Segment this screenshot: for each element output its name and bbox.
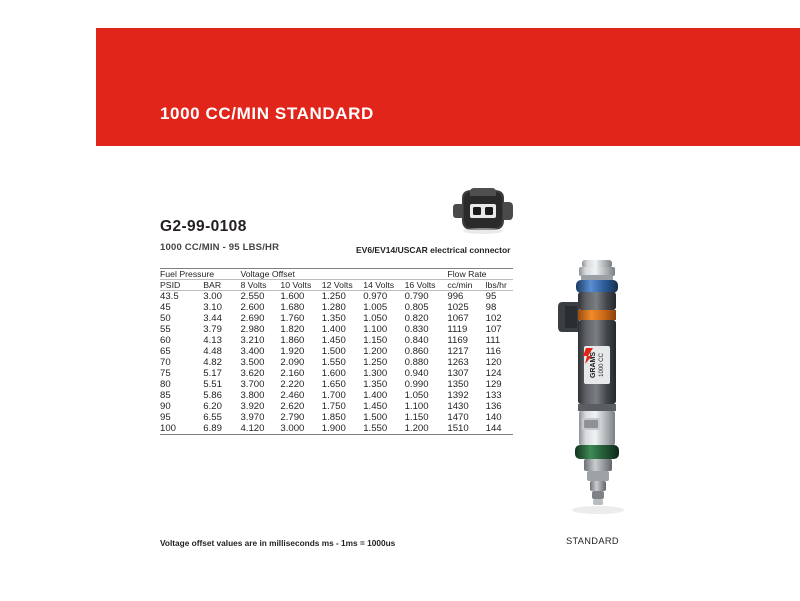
table-row xyxy=(160,379,513,390)
injector-image xyxy=(548,258,648,526)
table-row xyxy=(160,324,513,335)
cell-bar: 3.79 xyxy=(203,324,222,335)
cell-8-volts: 3.500 xyxy=(240,357,265,368)
cell-16-volts: 1.100 xyxy=(404,401,429,412)
cell-lbshr: 140 xyxy=(485,412,502,423)
cell-lbshr: 95 xyxy=(485,291,497,302)
cell-14-volts: 1.050 xyxy=(363,313,388,324)
cell-bar: 3.44 xyxy=(203,313,222,324)
cell-16-volts: 1.050 xyxy=(404,390,429,401)
cell-lbshr: 102 xyxy=(485,313,502,324)
cell-ccmin: 1392 xyxy=(447,390,469,401)
cell-10-volts: 3.000 xyxy=(280,423,321,435)
spec-table-container xyxy=(160,268,513,435)
cell-bar: 4.82 xyxy=(203,357,222,368)
table-row xyxy=(160,302,513,313)
cell-lbshr: 111 xyxy=(485,335,501,346)
col-header-16-volts: 16 Volts xyxy=(405,280,448,291)
cell-16-volts: 0.860 xyxy=(404,346,429,357)
cell-10-volts: 2.790 xyxy=(280,412,305,423)
cell-10-volts: 2.220 xyxy=(280,379,305,390)
cell-12-volts: 1.400 xyxy=(321,324,346,335)
cell-psid: 70 xyxy=(160,357,171,368)
cell-14-volts: 1.350 xyxy=(363,379,388,390)
table-row xyxy=(160,390,513,401)
cell-14-volts: 1.400 xyxy=(363,390,388,401)
spec-table-body xyxy=(160,291,513,435)
spec-table xyxy=(160,268,513,435)
cell-14-volts: 1.500 xyxy=(363,412,388,423)
cell-16-volts: 0.830 xyxy=(404,324,429,335)
page-title: 1000 CC/MIN STANDARD xyxy=(160,104,374,123)
cell-16-volts: 0.940 xyxy=(404,368,429,379)
cell-bar: 5.51 xyxy=(203,379,222,390)
table-footnote: Voltage offset values are in milliseconds ms - 1ms = 1000us xyxy=(160,538,396,548)
cell-lbshr: 133 xyxy=(485,390,502,401)
cell-bar: 3.00 xyxy=(203,291,222,302)
cell-ccmin: 1067 xyxy=(447,313,469,324)
cell-bar: 3.10 xyxy=(203,302,222,313)
injector-caption: STANDARD xyxy=(566,536,619,546)
cell-lbshr: 129 xyxy=(485,379,502,390)
cell-8-volts: 3.700 xyxy=(240,379,265,390)
cell-psid: 90 xyxy=(160,401,171,412)
connector-caption: EV6/EV14/USCAR electrical connector xyxy=(356,245,511,255)
cell-lbshr: 107 xyxy=(485,324,502,335)
col-header-lbshr: lbs/hr xyxy=(486,280,513,291)
col-header-14-volts: 14 Volts xyxy=(363,280,404,291)
cell-16-volts: 0.790 xyxy=(404,291,429,302)
col-header-8-volts: 8 Volts xyxy=(240,280,280,291)
cell-14-volts: 1.550 xyxy=(363,423,404,435)
cell-16-volts: 0.840 xyxy=(404,335,429,346)
cell-10-volts: 2.090 xyxy=(280,357,305,368)
cell-16-volts: 0.880 xyxy=(404,357,429,368)
cell-14-volts: 1.450 xyxy=(363,401,388,412)
cell-16-volts: 1.200 xyxy=(405,423,448,435)
table-row xyxy=(160,423,513,435)
table-row xyxy=(160,357,513,368)
group-header-voltage-offset: Voltage Offset xyxy=(240,269,447,280)
cell-8-volts: 3.800 xyxy=(240,390,265,401)
cell-bar: 6.89 xyxy=(203,423,240,435)
col-header-bar: BAR xyxy=(203,280,240,291)
cell-8-volts: 2.690 xyxy=(240,313,265,324)
cell-10-volts: 1.600 xyxy=(280,291,305,302)
table-row xyxy=(160,368,513,379)
connector-image xyxy=(452,186,514,238)
cell-12-volts: 1.650 xyxy=(321,379,346,390)
cell-12-volts: 1.250 xyxy=(321,291,346,302)
cell-psid: 75 xyxy=(160,368,171,379)
header-banner xyxy=(96,28,800,146)
table-row xyxy=(160,291,513,303)
cell-psid: 85 xyxy=(160,390,171,401)
cell-bar: 4.13 xyxy=(203,335,222,346)
cell-bar: 5.86 xyxy=(203,390,222,401)
cell-10-volts: 2.460 xyxy=(280,390,305,401)
cell-8-volts: 3.400 xyxy=(240,346,265,357)
cell-ccmin: 1169 xyxy=(447,335,469,346)
cell-bar: 5.17 xyxy=(203,368,222,379)
cell-12-volts: 1.750 xyxy=(321,401,346,412)
cell-psid: 95 xyxy=(160,412,171,423)
cell-12-volts: 1.600 xyxy=(321,368,346,379)
group-header-fuel-pressure: Fuel Pressure xyxy=(160,269,240,280)
cell-12-volts: 1.450 xyxy=(321,335,346,346)
cell-lbshr: 98 xyxy=(485,302,497,313)
cell-12-volts: 1.850 xyxy=(321,412,346,423)
cell-ccmin: 1510 xyxy=(447,423,485,435)
cell-10-volts: 1.680 xyxy=(280,302,305,313)
group-header-flow-rate: Flow Rate xyxy=(447,269,513,280)
cell-psid: 60 xyxy=(160,335,171,346)
col-header-10-volts: 10 Volts xyxy=(280,280,321,291)
cell-lbshr: 120 xyxy=(485,357,502,368)
cell-lbshr: 144 xyxy=(486,423,513,435)
cell-8-volts: 3.210 xyxy=(240,335,265,346)
cell-16-volts: 0.805 xyxy=(404,302,429,313)
cell-10-volts: 1.920 xyxy=(280,346,305,357)
cell-16-volts: 0.820 xyxy=(404,313,429,324)
cell-8-volts: 2.550 xyxy=(240,291,265,302)
cell-10-volts: 1.760 xyxy=(280,313,305,324)
cell-8-volts: 3.920 xyxy=(240,401,265,412)
col-header-12-volts: 12 Volts xyxy=(322,280,363,291)
cell-14-volts: 0.970 xyxy=(363,291,388,302)
cell-lbshr: 124 xyxy=(485,368,502,379)
cell-10-volts: 1.820 xyxy=(280,324,305,335)
cell-14-volts: 1.005 xyxy=(363,302,388,313)
col-header-psid: PSID xyxy=(160,280,203,291)
table-row xyxy=(160,346,513,357)
table-row xyxy=(160,313,513,324)
table-group-header-row xyxy=(160,269,513,280)
cell-12-volts: 1.700 xyxy=(321,390,346,401)
cell-14-volts: 1.100 xyxy=(363,324,388,335)
cell-14-volts: 1.150 xyxy=(363,335,388,346)
cell-ccmin: 1350 xyxy=(447,379,469,390)
cell-lbshr: 116 xyxy=(485,346,501,357)
cell-8-volts: 2.980 xyxy=(240,324,265,335)
cell-14-volts: 1.250 xyxy=(363,357,388,368)
table-header-row xyxy=(160,280,513,291)
cell-10-volts: 2.620 xyxy=(280,401,305,412)
cell-12-volts: 1.550 xyxy=(321,357,346,368)
cell-8-volts: 2.600 xyxy=(240,302,265,313)
cell-ccmin: 1119 xyxy=(447,324,468,335)
cell-bar: 4.48 xyxy=(203,346,222,357)
svg-text:GRAMS: GRAMS xyxy=(590,351,597,379)
cell-psid: 43.5 xyxy=(160,291,179,302)
cell-psid: 65 xyxy=(160,346,171,357)
cell-ccmin: 1217 xyxy=(447,346,469,357)
cell-ccmin: 1430 xyxy=(447,401,469,412)
table-row xyxy=(160,335,513,346)
cell-16-volts: 1.150 xyxy=(404,412,429,423)
cell-14-volts: 1.200 xyxy=(363,346,388,357)
cell-8-volts: 4.120 xyxy=(240,423,280,435)
cell-ccmin: 996 xyxy=(447,291,464,302)
col-header-ccmin: cc/min xyxy=(447,280,485,291)
part-number: G2-99-0108 xyxy=(160,218,247,235)
cell-14-volts: 1.300 xyxy=(363,368,388,379)
cell-ccmin: 1470 xyxy=(447,412,469,423)
table-row xyxy=(160,401,513,412)
cell-bar: 6.55 xyxy=(203,412,222,423)
cell-12-volts: 1.500 xyxy=(321,346,346,357)
cell-ccmin: 1263 xyxy=(447,357,469,368)
cell-12-volts: 1.280 xyxy=(321,302,346,313)
cell-12-volts: 1.900 xyxy=(322,423,363,435)
cell-ccmin: 1307 xyxy=(447,368,469,379)
cell-psid: 55 xyxy=(160,324,171,335)
cell-10-volts: 1.860 xyxy=(280,335,305,346)
table-row xyxy=(160,412,513,423)
cell-12-volts: 1.350 xyxy=(321,313,346,324)
cell-psid: 45 xyxy=(160,302,171,313)
cell-8-volts: 3.620 xyxy=(240,368,265,379)
cell-10-volts: 2.160 xyxy=(280,368,305,379)
svg-text:1000 CC: 1000 CC xyxy=(599,353,605,377)
cell-ccmin: 1025 xyxy=(447,302,469,313)
cell-bar: 6.20 xyxy=(203,401,222,412)
cell-lbshr: 136 xyxy=(485,401,502,412)
cell-psid: 50 xyxy=(160,313,171,324)
cell-psid: 100 xyxy=(160,423,203,435)
cell-16-volts: 0.990 xyxy=(404,379,429,390)
cell-psid: 80 xyxy=(160,379,171,390)
part-subtitle: 1000 CC/MIN - 95 LBS/HR xyxy=(160,242,280,253)
cell-8-volts: 3.970 xyxy=(240,412,265,423)
